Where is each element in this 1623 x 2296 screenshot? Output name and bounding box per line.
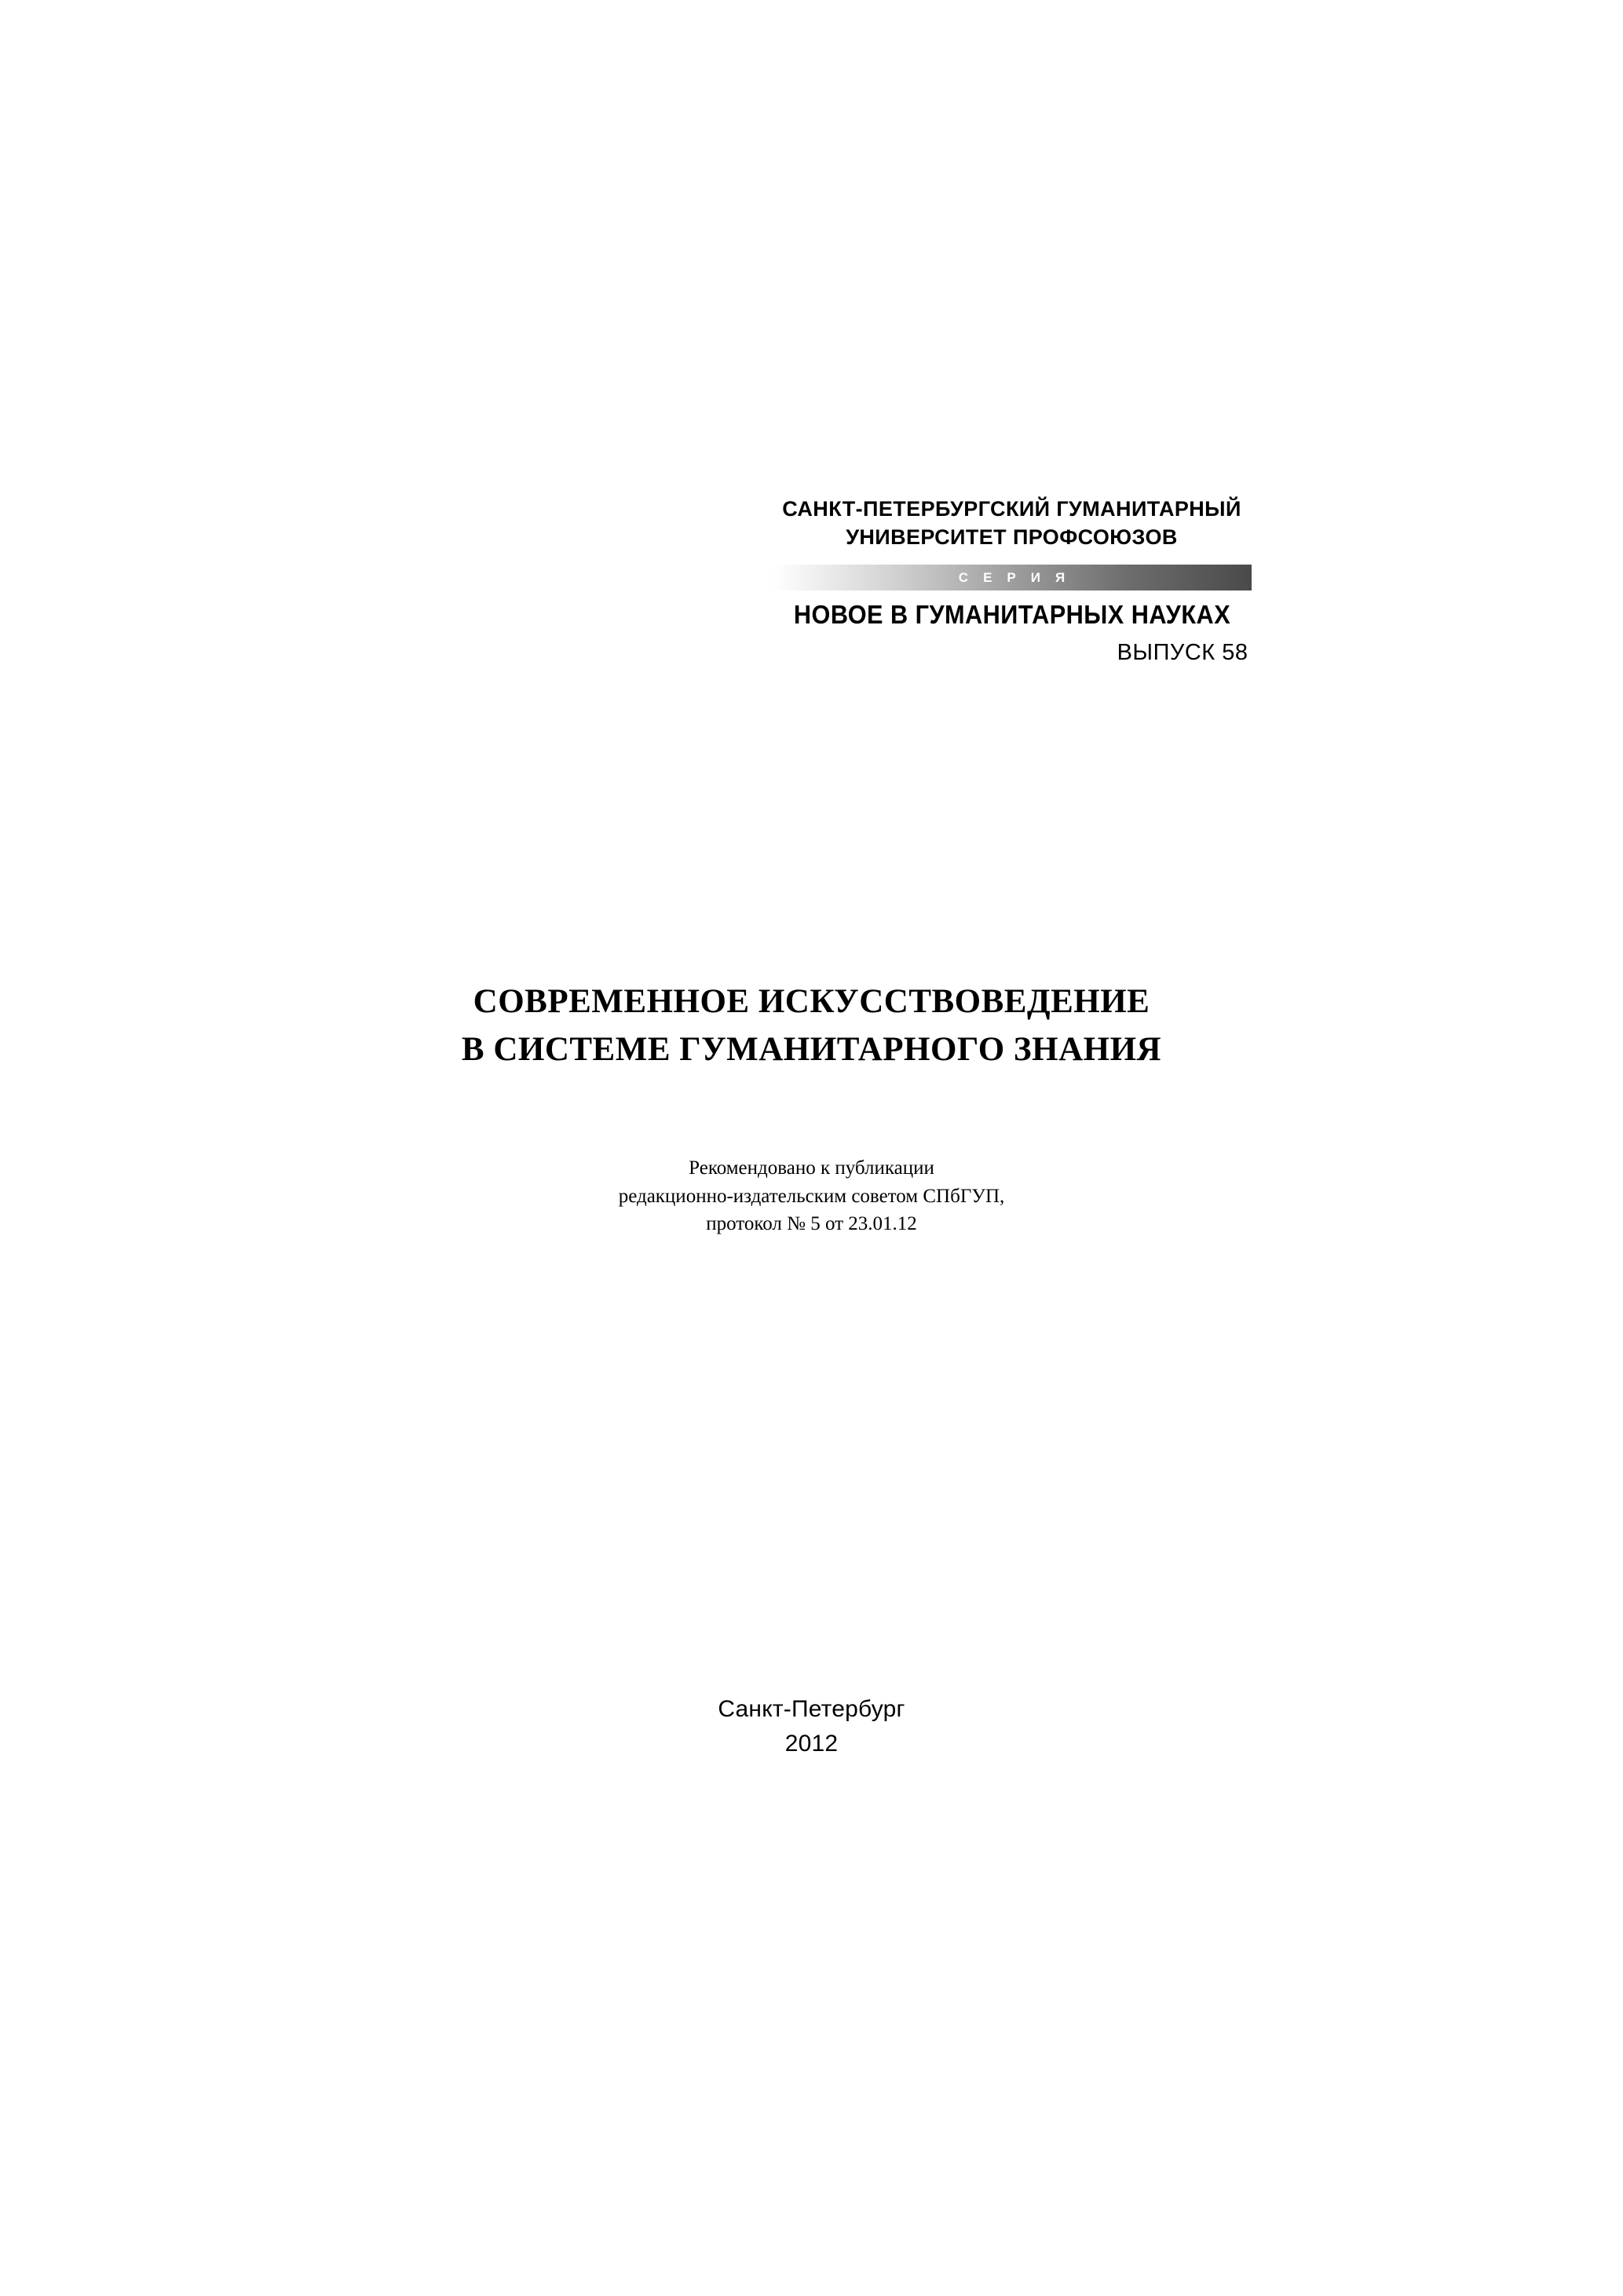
- note-line-1: Рекомендовано к публикации: [689, 1157, 934, 1179]
- title-line-1: СОВРЕМЕННОЕ ИСКУССТВОВЕДЕНИЕ: [473, 983, 1150, 1020]
- note-line-3: протокол № 5 от 23.01.12: [706, 1213, 917, 1234]
- university-name-line-1: САНКТ-ПЕТЕРБУРГСКИЙ ГУМАНИТАРНЫЙ: [782, 497, 1241, 521]
- imprint-year: 2012: [784, 1730, 839, 1757]
- page-title: [0, 978, 1623, 1073]
- series-label: СЕРИЯ: [958, 569, 1080, 585]
- recommendation-note: [0, 1154, 1623, 1238]
- note-line-2: редакционно-издательским советом СПбГУП,: [618, 1185, 1005, 1207]
- series-gradient-bar: [773, 565, 1252, 590]
- university-name-line-2: УНИВЕРСИТЕТ ПРОФСОЮЗОВ: [846, 525, 1178, 550]
- publisher-inner: [773, 495, 1252, 666]
- series-issue-number: ВЫПУСК 58: [1117, 640, 1248, 666]
- title-line-2: В СИСТЕМЕ ГУМАНИТАРНОГО ЗНАНИЯ: [461, 1031, 1162, 1069]
- publisher-block: [0, 495, 1623, 666]
- imprint-city: Санкт-Петербург: [718, 1696, 905, 1722]
- imprint-block: [0, 1692, 1623, 1760]
- series-name: НОВОЕ В ГУМАНИТАРНЫХ НАУКАХ: [793, 600, 1230, 630]
